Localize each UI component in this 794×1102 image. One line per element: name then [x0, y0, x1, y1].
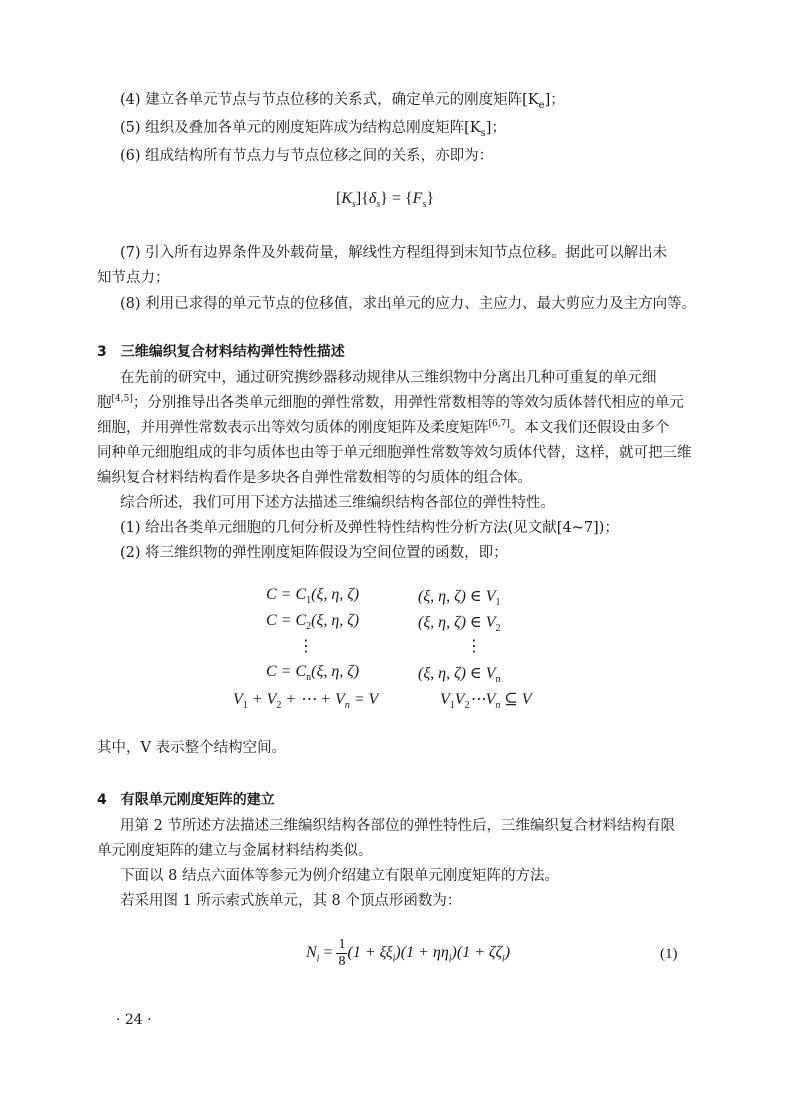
eq-row-1: $C = C_1(\xi$, η, ζ): [266, 586, 360, 607]
step-7-line2: 知节点力；: [97, 270, 170, 286]
vertical-dots-left: ⋮: [298, 638, 314, 655]
fraction: $\frac{1}{8}$: [338, 937, 346, 969]
eq-row-2: $C = C_2(\xi$, η, ζ): [266, 612, 360, 633]
equation-global-stiffness: $[K_s]\{\delta_s\} = \{F_s\}$: [336, 190, 435, 211]
eq-subset: $V_1V_2\cdots V_n$ ⊆ V: [440, 691, 532, 712]
section-3-title: 3 三维编织复合材料结构弹性特性描述: [97, 344, 345, 360]
section-4-title: 4 有限单元刚度矩阵的建立: [97, 792, 275, 808]
sec4-para1-line1: 用第 2 节所述方法描述三维编织结构各部位的弹性特性后，三维编织复合材料结构有限: [120, 818, 675, 834]
step-5: (5) 组织及叠加各单元的刚度矩阵成为结构总刚度矩阵$[K_s]$；: [120, 120, 506, 139]
step-4: (4) 建立各单元节点与节点位移的关系式，确定单元的刚度矩阵$[K_e]$；: [120, 92, 565, 111]
sec3-para1-line1: 在先前的研究中，通过研究携纱器移动规律从三维织物中分离出几种可重复的单元细: [120, 370, 657, 386]
vertical-dots-right: ⋮: [466, 638, 482, 655]
sec3-para1-line2: 胞[4,5]；分别推导出各类单元细胞的弹性常数，用弹性常数相等的等效匀质体替代相应的单元: [97, 394, 684, 411]
sec3-para1-line4: 同种单元细胞组成的非匀质体也由等于单元细胞弹性常数等效匀质体代替，这样，就可把三维: [97, 445, 692, 461]
page-number: · 24 ·: [116, 1012, 152, 1028]
step-7-line1: (7) 引入所有边界条件及外载荷量，解线性方程组得到末知节点位移。据此可以解出未: [120, 245, 668, 261]
step-8: (8) 利用已求得的单元节点的位移值，求出单元的应力、主应力、最大剪应力及主方向等。: [120, 296, 697, 312]
eq-row-1-domain: (ξ, η, ζ) ∈ $V_1$: [418, 588, 501, 609]
sec3-item1: (1) 给出各类单元细胞的几何分析及弹性特性结构性分析方法(见文献[4~7])；: [120, 520, 619, 536]
citation-6-7: [6,7]: [488, 419, 510, 430]
step-6: (6) 组成结构所有节点力与节点位移之间的关系，亦即为：: [120, 148, 494, 164]
citation-4-5: [4,5]: [111, 394, 133, 405]
sec4-para1-line2: 单元刚度矩阵的建立与金属材料结构类似。: [97, 843, 373, 859]
eq-row-n: $C = C_n(\xi$, η, ζ): [266, 663, 360, 684]
eq-row-2-domain: (ξ, η, ζ) ∈ $V_2$: [418, 614, 501, 635]
sec3-para1-line3: 细胞，并用弹性常数表示出等效匀质体的刚度矩阵及柔度矩阵[6,7]。本文我们还假设由多个: [97, 419, 670, 436]
sec4-para3: 若采用图 1 所示索式族单元，其 8 个顶点形函数为：: [120, 893, 462, 909]
sec3-para2: 综合所述，我们可用下述方法描述三维编织结构各部位的弹性特性。: [120, 495, 555, 511]
eq-union: $V_1 + V_2$ + ⋯ + $V_n = V$: [233, 691, 379, 712]
equation-1: $N_i$ = $\frac{1}{8}$ $(1 + \xi\xi_i)(1 + \eta\eta_i)(1 + \zeta\zeta_i)$: [306, 937, 511, 969]
equation-number: (1): [660, 946, 678, 962]
sec3-where: 其中，V 表示整个结构空间。: [97, 740, 287, 756]
sec3-para1-line5: 编织复合材料结构看作是多块各自弹性常数相等的匀质体的组合体。: [97, 470, 532, 486]
eq-row-n-domain: (ξ, η, ζ) ∈ $V_n$: [418, 665, 501, 686]
sec4-para2: 下面以 8 结点六面体等参元为例介绍建立有限单元刚度矩阵的方法。: [120, 868, 559, 884]
sec3-item2: (2) 将三维织物的弹性刚度矩阵假设为空间位置的函数，即；: [120, 545, 508, 561]
